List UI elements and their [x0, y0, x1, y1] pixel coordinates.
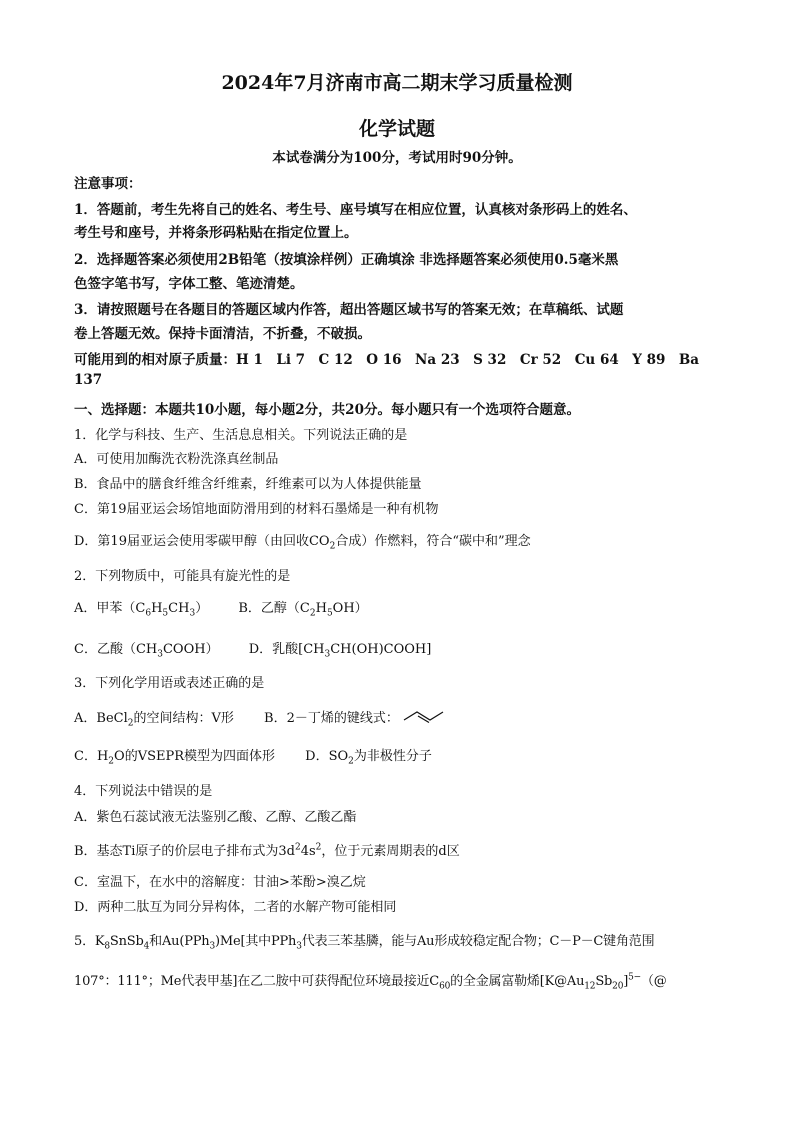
note-1-line-2: 考生号和座号，并将条形码粘贴在指定位置上。	[74, 225, 358, 241]
section-1-heading: 一、选择题：本题共10小题，每小题2分，共20分。每小题只有一个选项符合题意。	[74, 402, 580, 418]
q2-stem: 2．下列物质中，可能具有旋光性的是	[74, 569, 291, 584]
q3-stem: 3．下列化学用语或表述正确的是	[74, 676, 265, 691]
note-3-line-2: 卷上答题无效。保持卡面清洁，不折叠，不破损。	[74, 326, 371, 342]
notes-heading: 注意事项：	[74, 176, 142, 192]
note-2-line-2: 色签字笔书写，字体工整、笔迹清楚。	[74, 276, 304, 292]
q4-stem: 4．下列说法中错误的是	[74, 784, 213, 799]
exam-title: 2024年7月济南市高二期末学习质量检测	[221, 72, 573, 94]
q5-line-2: 107°：111°；Me代表甲基]在乙二胺中可获得配位环境最接近$C_{60}$的全金属富勒烯$[K@Au_{12}Sb_{20}]^{5-}(@$	[74, 972, 667, 992]
q2-option-c: C．乙酸$(CH_3COOH)$	[74, 642, 219, 660]
q1-option-a: A．可使用加酶洗衣粉洗涤真丝制品	[74, 452, 279, 467]
q2-options-cd	[74, 638, 734, 660]
q1-option-d: D．第19届亚运会使用零碳甲醇（由回收$CO_2$合成）作燃料，符合“碳中和”理念	[74, 534, 531, 552]
q4-option-b: B．基态Ti原子的价层电子排布式为$3d^24s^2$，位于元素周期表的d区	[74, 842, 460, 859]
q2-option-b: B．乙醇$(C_2H_5OH)$	[238, 601, 368, 619]
atomic-masses-line-1: 可能用到的相对原子质量：H 1 Li 7 C 12 O 16 Na 23 S 32 Cr 52 Cu 64 Y 89 Ba	[74, 352, 700, 368]
q5-line-1: 5．$K_8SnSb_4$和Au(PPh$_3$)Me[其中PPh$_3$代表三苯基膦，能与Au形成较稳定配合物；C－P－C键角范围	[74, 934, 655, 952]
2-butene-skeletal-formula-icon	[403, 707, 447, 725]
q2-options-ab	[74, 597, 734, 619]
q1-stem: 1．化学与科技、生产、生活息息相关。下列说法正确的是	[74, 428, 408, 443]
q4-option-d: D．两种二肽互为同分异构体，二者的水解产物可能相同	[74, 900, 397, 915]
note-2-line-1: 2．选择题答案必须使用2B铅笔（按填涂样例）正确填涂 非选择题答案必须使用0.5毫米黑	[74, 252, 619, 268]
q3-option-c: C．$H_2O$的VSEPR模型为四面体形	[74, 749, 276, 767]
q2-option-d: D．乳酸$[CH_3CH(OH)COOH]$	[248, 642, 432, 660]
q1-option-b: B．食品中的膳食纤维含纤维素，纤维素可以为人体提供能量	[74, 477, 422, 492]
q2-option-a: A．甲苯$(C_6H_5CH_3)$	[74, 601, 209, 619]
q3-options-ab	[74, 707, 734, 729]
q1-option-c: C．第19届亚运会场馆地面防滑用到的材料石墨烯是一种有机物	[74, 502, 439, 517]
note-3-line-1: 3．请按照题号在各题目的答题区域内作答，超出答题区域书写的答案无效；在草稿纸、试题	[74, 302, 624, 318]
q3-option-d: D．$SO_2$为非极性分子	[305, 749, 432, 767]
exam-info: 本试卷满分为100分，考试用时90分钟。	[272, 150, 522, 166]
subject-title: 化学试题	[358, 118, 435, 140]
q4-option-c: C．室温下，在水中的溶解度：甘油>苯酚>溴乙烷	[74, 875, 366, 890]
q3-options-cd	[74, 745, 734, 767]
q3-option-a: A．BeCl$_2$的空间结构：V形	[74, 711, 234, 729]
note-1-line-1: 1．答题前，考生先将自己的姓名、考生号、座号填写在相应位置，认真核对条形码上的姓名、	[74, 202, 637, 218]
q4-option-a: A．紫色石蕊试液无法鉴别乙酸、乙醇、乙酸乙酯	[74, 810, 357, 825]
q3-option-b: B．2－丁烯的键线式：	[264, 711, 447, 726]
atomic-masses-line-2: 137	[74, 372, 103, 388]
